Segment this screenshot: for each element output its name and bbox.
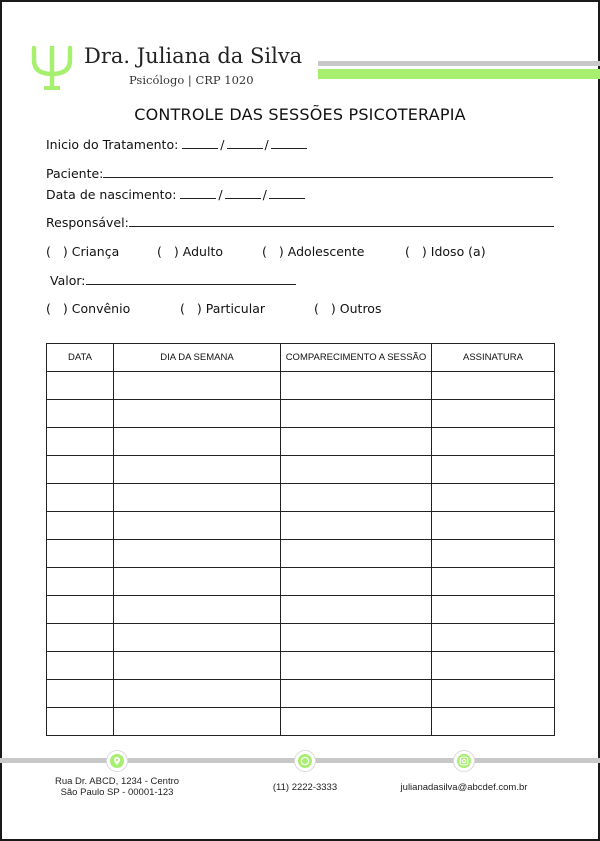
table-row bbox=[47, 568, 555, 596]
header-assinatura: ASSINATURA bbox=[432, 344, 555, 372]
cell-dia-semana[interactable] bbox=[114, 680, 281, 708]
option-adulto[interactable]: ( ) Adulto bbox=[157, 244, 223, 259]
valor-label: Valor: bbox=[50, 273, 86, 288]
nascimento-label: Data de nascimento: bbox=[46, 187, 177, 202]
valor-blank[interactable] bbox=[86, 273, 296, 285]
cell-data[interactable] bbox=[47, 652, 114, 680]
cell-assinatura[interactable] bbox=[432, 484, 555, 512]
header-bar-green bbox=[318, 69, 600, 79]
inicio-field: Inicio do Tratamento: / / bbox=[46, 137, 307, 152]
whatsapp-icon bbox=[295, 751, 315, 771]
doctor-name: Dra. Juliana da Silva bbox=[84, 44, 303, 68]
table-row bbox=[47, 456, 555, 484]
header-comparecimento: COMPARECIMENTO A SESSÃO bbox=[281, 344, 432, 372]
table-row bbox=[47, 400, 555, 428]
cell-data[interactable] bbox=[47, 540, 114, 568]
cell-assinatura[interactable] bbox=[432, 540, 555, 568]
table-header-row bbox=[47, 344, 555, 372]
cell-dia-semana[interactable] bbox=[114, 428, 281, 456]
cell-dia-semana[interactable] bbox=[114, 456, 281, 484]
cell-assinatura[interactable] bbox=[432, 680, 555, 708]
cell-dia-semana[interactable] bbox=[114, 540, 281, 568]
option-adolescente[interactable]: ( ) Adolescente bbox=[262, 244, 365, 259]
cell-data[interactable] bbox=[47, 680, 114, 708]
table-row bbox=[47, 708, 555, 736]
cell-data[interactable] bbox=[47, 456, 114, 484]
inicio-year-blank[interactable] bbox=[271, 137, 307, 149]
nascimento-field: Data de nascimento: / / bbox=[46, 187, 305, 202]
cell-data[interactable] bbox=[47, 708, 114, 736]
cell-assinatura[interactable] bbox=[432, 400, 555, 428]
cell-comparecimento[interactable] bbox=[281, 372, 432, 400]
cell-dia-semana[interactable] bbox=[114, 652, 281, 680]
table-row bbox=[47, 428, 555, 456]
inicio-month-blank[interactable] bbox=[227, 137, 263, 149]
table-row bbox=[47, 372, 555, 400]
cell-dia-semana[interactable] bbox=[114, 512, 281, 540]
header-data: DATA bbox=[47, 344, 114, 372]
cell-comparecimento[interactable] bbox=[281, 596, 432, 624]
cell-assinatura[interactable] bbox=[432, 456, 555, 484]
header-dia-semana: DIA DA SEMANA bbox=[114, 344, 281, 372]
inicio-day-blank[interactable] bbox=[182, 137, 218, 149]
cell-data[interactable] bbox=[47, 400, 114, 428]
cell-assinatura[interactable] bbox=[432, 708, 555, 736]
cell-comparecimento[interactable] bbox=[281, 708, 432, 736]
table-row bbox=[47, 624, 555, 652]
cell-comparecimento[interactable] bbox=[281, 512, 432, 540]
cell-data[interactable] bbox=[47, 512, 114, 540]
page-title: CONTROLE DAS SESSÕES PSICOTERAPIA bbox=[134, 105, 466, 124]
cell-comparecimento[interactable] bbox=[281, 680, 432, 708]
inicio-label: Inicio do Tratamento: bbox=[46, 137, 179, 152]
instagram-icon bbox=[454, 751, 474, 771]
footer-address bbox=[46, 776, 188, 798]
table-row bbox=[47, 540, 555, 568]
paciente-label: Paciente: bbox=[46, 166, 104, 181]
cell-comparecimento[interactable] bbox=[281, 400, 432, 428]
cell-dia-semana[interactable] bbox=[114, 708, 281, 736]
table-row bbox=[47, 596, 555, 624]
cell-dia-semana[interactable] bbox=[114, 596, 281, 624]
cell-assinatura[interactable] bbox=[432, 512, 555, 540]
table-row bbox=[47, 484, 555, 512]
responsavel-blank[interactable] bbox=[129, 215, 554, 227]
option-idoso[interactable]: ( ) Idoso (a) bbox=[405, 244, 486, 259]
option-particular[interactable]: ( ) Particular bbox=[180, 301, 265, 316]
cell-comparecimento[interactable] bbox=[281, 652, 432, 680]
cell-assinatura[interactable] bbox=[432, 428, 555, 456]
cell-comparecimento[interactable] bbox=[281, 428, 432, 456]
cell-data[interactable] bbox=[47, 428, 114, 456]
responsavel-label: Responsável: bbox=[46, 215, 129, 230]
valor-field bbox=[50, 273, 296, 288]
address-line-1: Rua Dr. ABCD, 1234 - Centro bbox=[54, 776, 180, 787]
nascimento-day-blank[interactable] bbox=[180, 187, 216, 199]
cell-comparecimento[interactable] bbox=[281, 540, 432, 568]
cell-comparecimento[interactable] bbox=[281, 624, 432, 652]
option-convenio[interactable]: ( ) Convênio bbox=[46, 301, 131, 316]
cell-comparecimento[interactable] bbox=[281, 456, 432, 484]
table-row bbox=[47, 512, 555, 540]
footer-email: julianadasilva@abcdef.com.br bbox=[400, 782, 528, 793]
doctor-subtitle: Psicólogo | CRP 1020 bbox=[129, 73, 254, 87]
cell-dia-semana[interactable] bbox=[114, 624, 281, 652]
address-line-2: São Paulo SP - 00001-123 bbox=[60, 787, 174, 798]
cell-assinatura[interactable] bbox=[432, 372, 555, 400]
cell-data[interactable] bbox=[47, 372, 114, 400]
location-icon bbox=[107, 751, 127, 771]
responsavel-field bbox=[46, 215, 554, 230]
cell-dia-semana[interactable] bbox=[114, 372, 281, 400]
cell-assinatura[interactable] bbox=[432, 568, 555, 596]
table-row bbox=[47, 652, 555, 680]
cell-data[interactable] bbox=[47, 624, 114, 652]
cell-data[interactable] bbox=[47, 568, 114, 596]
cell-assinatura[interactable] bbox=[432, 624, 555, 652]
psi-icon bbox=[30, 44, 74, 92]
cell-data[interactable] bbox=[47, 484, 114, 512]
option-crianca[interactable]: ( ) Criança bbox=[46, 244, 120, 259]
nascimento-year-blank[interactable] bbox=[269, 187, 305, 199]
table-row bbox=[47, 680, 555, 708]
cell-dia-semana[interactable] bbox=[114, 568, 281, 596]
cell-assinatura[interactable] bbox=[432, 596, 555, 624]
footer-phone: (11) 2222-3333 bbox=[272, 782, 338, 793]
option-outros[interactable]: ( ) Outros bbox=[314, 301, 382, 316]
cell-dia-semana[interactable] bbox=[114, 484, 281, 512]
cell-comparecimento[interactable] bbox=[281, 568, 432, 596]
cell-comparecimento[interactable] bbox=[281, 484, 432, 512]
cell-dia-semana[interactable] bbox=[114, 400, 281, 428]
sessions-table bbox=[46, 343, 555, 736]
paciente-blank[interactable] bbox=[103, 166, 553, 178]
nascimento-month-blank[interactable] bbox=[225, 187, 261, 199]
header-bar-gray bbox=[318, 61, 600, 66]
paciente-field bbox=[46, 166, 553, 181]
cell-assinatura[interactable] bbox=[432, 652, 555, 680]
table-body bbox=[47, 372, 555, 736]
cell-data[interactable] bbox=[47, 596, 114, 624]
